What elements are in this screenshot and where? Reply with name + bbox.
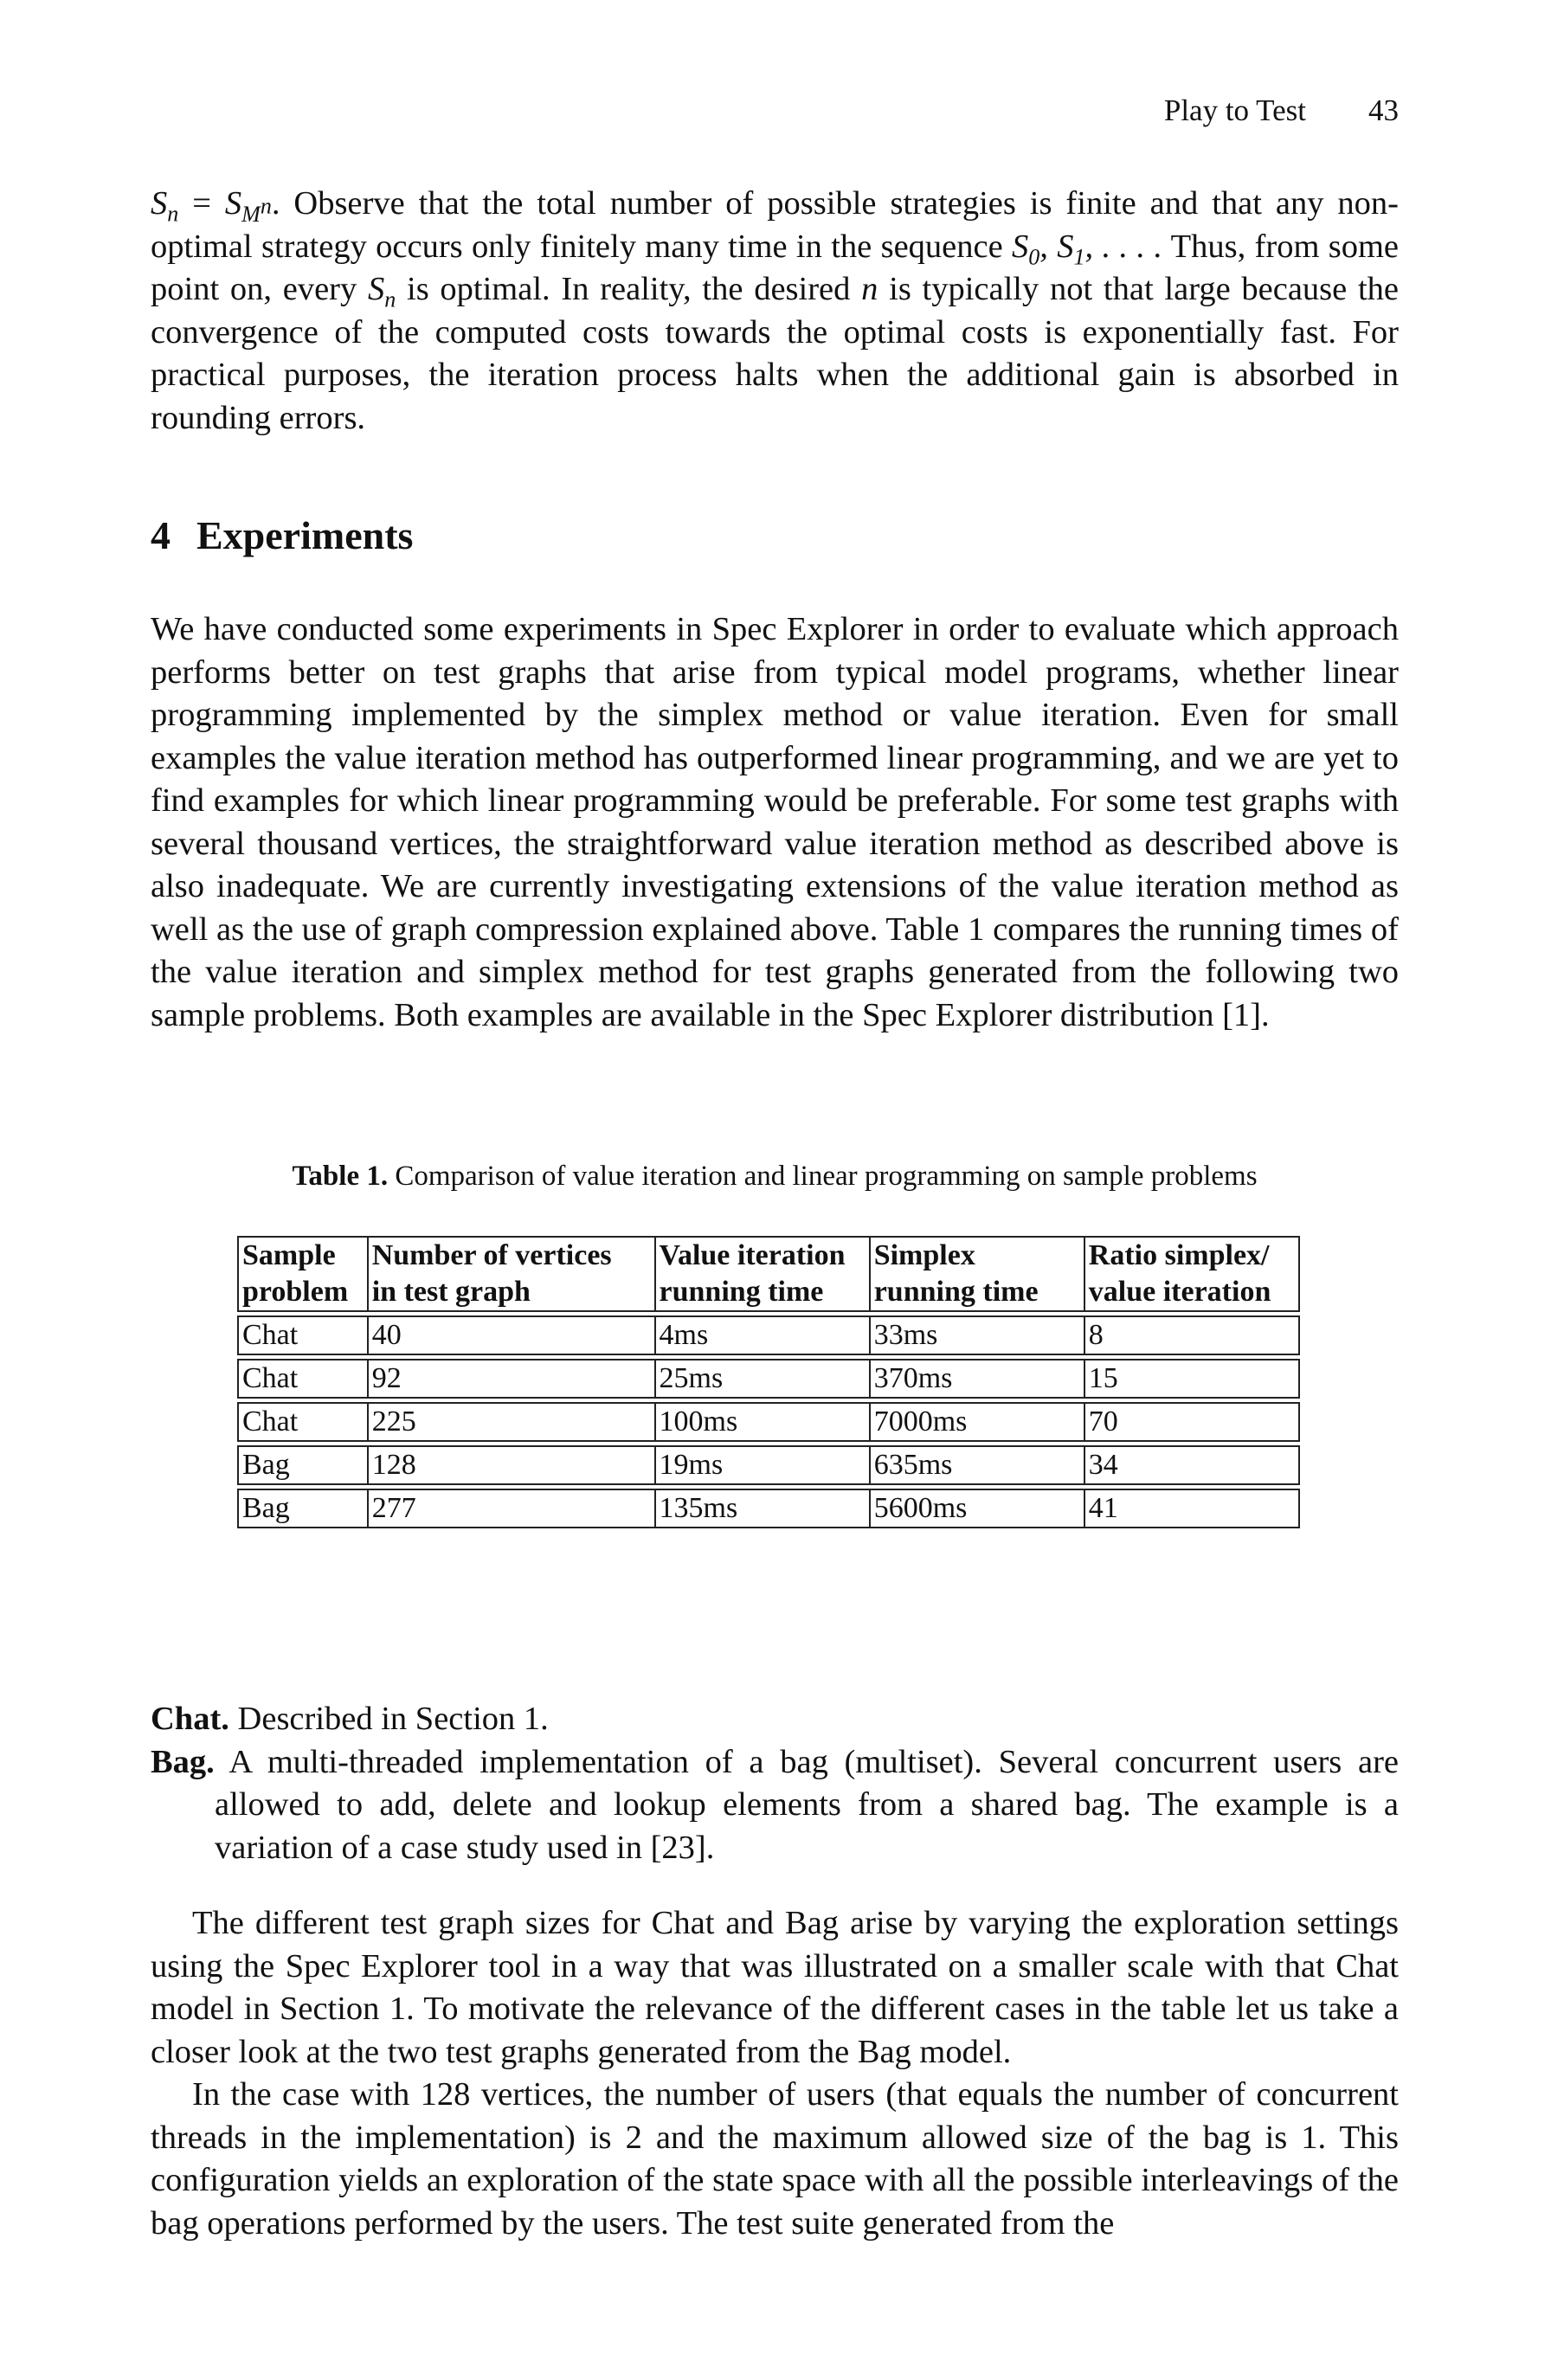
cell-ratio: 70 [1085,1402,1300,1442]
section-heading [151,512,413,558]
cell-value-iteration: 19ms [656,1445,871,1485]
definition-term: Bag. [151,1743,215,1780]
experiments-paragraph: We have conducted some experiments in Spec Explorer in order to evaluate which approach performs better on test graphs that arise from typical model programs, whether linear programming implemented by the simplex method or value iteration. Even for small examples the value iteration method has outperformed linear programming, and we are yet to find examples for which linear programming would be preferable. For some test graphs with several thousand vertices, the straightforward value iteration method as described above is also inadequate. We are currently investigating extensions of the value iteration method as well as the use of graph compression explained above. Table 1 compares the running times of the value iteration and simplex method for test graphs generated from the following two sample problems. Both examples are available in the Spec Explorer distribution [1]. [151,611,1399,1033]
definition-bag [151,1741,1399,1870]
header-number-of-vertices: Number of vertices in test graph [369,1236,656,1312]
cell-vertices: 40 [369,1315,656,1355]
section-title: Experiments [196,513,414,557]
math-sequence: $S_0$, $S_1$, . . . . [1012,228,1162,270]
cell-value-iteration: 135ms [656,1489,871,1528]
math-every-sn: $S_n$ [368,271,396,312]
intro-paragraph: $S_n = S_{M^n}$. Observe that the total number of possible strategies is finite and that any non-optimal strategy occurs only finitely many time in the sequence $S_0$, $S_1$, . . . . Thus, from some point on, every $S_n$ is optimal. In reality, the desired n is typically not that large because the convergence of the computed costs towards the optimal costs is exponentially fast. For practical purposes, the iteration process halts when the additional gain is absorbed in rounding errors. [151,185,1400,436]
definition-chat [151,1698,1399,1741]
cell-value-iteration: 25ms [656,1359,871,1399]
cell-ratio: 41 [1085,1489,1300,1528]
table-row [237,1359,1300,1399]
results-table [237,1232,1300,1532]
paragraph-graph-sizes: The different test graph sizes for Chat and Bag arise by varying the exploration settings using the Spec Explorer tool in a way that was illustrated on a smaller scale with that Chat model in Section 1. To motivate the relevance of the different cases in the table let us take a closer look at the two test graphs generated from the Bag model. [151,1905,1399,2070]
cell-sample: Bag [237,1489,369,1528]
math-n: n [861,271,878,307]
table-caption [151,1158,1399,1194]
cell-sample: Chat [237,1315,369,1355]
definition-text: Described in Section 1. [228,1701,549,1737]
cell-ratio: 8 [1085,1315,1300,1355]
table-row [237,1489,1300,1528]
cell-sample: Chat [237,1402,369,1442]
math-smn: $S_{M^n}$ [224,185,272,227]
table-caption-text: Comparison of value iteration and linear programming on sample problems [388,1161,1258,1192]
math-sn: $S_n$ [151,185,179,227]
header-ratio: Ratio simplex/ value iteration [1085,1236,1300,1312]
cell-vertices: 128 [369,1445,656,1485]
cell-value-iteration: 4ms [656,1315,871,1355]
cell-vertices: 92 [369,1359,656,1399]
cell-simplex: 635ms [871,1445,1085,1485]
cell-simplex: 5600ms [871,1489,1085,1528]
table-header-row [237,1236,1300,1312]
cell-ratio: 34 [1085,1445,1300,1485]
header-value-iteration-time: Value iteration running time [656,1236,871,1312]
table-row [237,1315,1300,1355]
cell-simplex: 7000ms [871,1402,1085,1442]
definition-text: A multi-threaded implementation of a bag (multiset). Several concurrent users are allowed to add, delete and lookup elements from a shared bag. The example is a variation of a case study used in [23]. [214,1743,1399,1866]
running-head [1164,95,1399,125]
table-row [237,1402,1300,1442]
cell-simplex: 33ms [871,1315,1085,1355]
cell-vertices: 277 [369,1489,656,1528]
cell-sample: Bag [237,1445,369,1485]
cell-vertices: 225 [369,1402,656,1442]
header-simplex-time: Simplex running time [871,1236,1085,1312]
cell-value-iteration: 100ms [656,1402,871,1442]
section-number: 4 [151,513,171,557]
paragraph-128-vertices: In the case with 128 vertices, the number of users (that equals the number of concurrent threads in the implementation) is 2 and the maximum allowed size of the bag is 1. This configuration yields an exploration of the state space with all the possible interleavings of the bag operations performed by the users. The test suite generated from the [151,2076,1399,2242]
table-row [237,1445,1300,1485]
table-caption-label: Table 1. [292,1161,389,1192]
definition-term: Chat. [151,1701,229,1737]
page-number: 43 [1368,93,1399,127]
cell-ratio: 15 [1085,1359,1300,1399]
cell-simplex: 370ms [871,1359,1085,1399]
definitions-list [151,1698,1399,1869]
cell-sample: Chat [237,1359,369,1399]
header-sample-problem: Sample problem [237,1236,369,1312]
running-head-title: Play to Test [1163,93,1306,127]
